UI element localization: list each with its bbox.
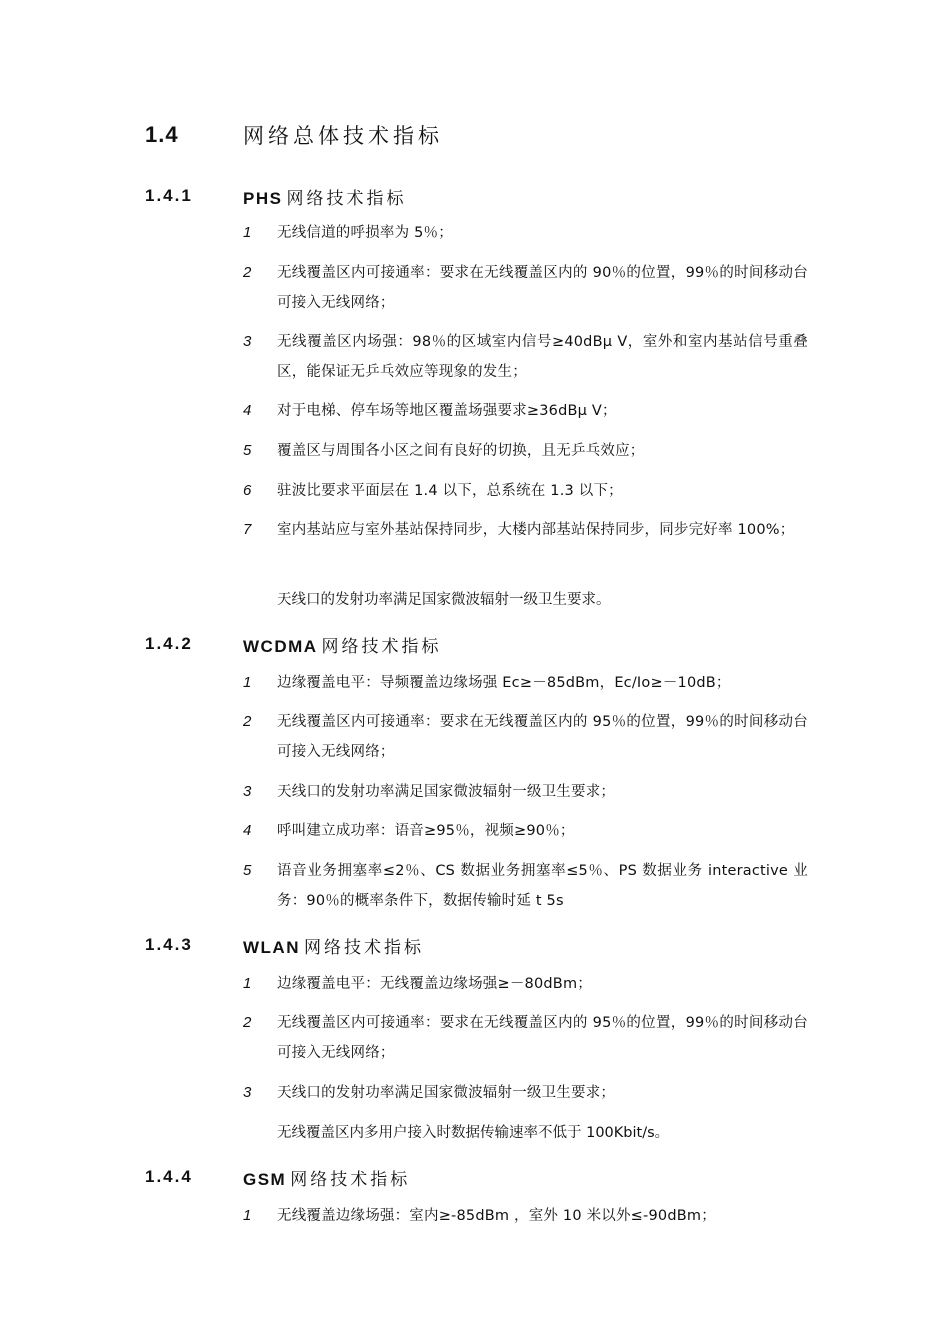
subsection-title-cn: 网络技术指标 [321, 636, 442, 657]
subsection-heading-wlan [145, 932, 424, 958]
list-item-number: 1 [243, 224, 252, 241]
list-item-number: 2 [243, 264, 252, 281]
list-item-number: 2 [243, 713, 252, 730]
list-item [243, 969, 808, 999]
list-item-text: 无线覆盖区内可接通率：要求在无线覆盖区内的 95％的位置，99％的时间移动台可接入无线网络； [277, 1015, 808, 1061]
list-item [243, 668, 808, 698]
list-item [243, 1078, 808, 1108]
list-item-text: 呼叫建立成功率：语音≥95％，视频≥90％； [277, 823, 575, 839]
list-item [243, 777, 808, 807]
list-item-number: 4 [243, 402, 252, 419]
subsection-title [243, 632, 442, 657]
list-item-text: 天线口的发射功率满足国家微波辐射一级卫生要求； [277, 784, 616, 800]
section-heading [145, 118, 443, 152]
subsection-number: 1.4.3 [145, 935, 193, 954]
list-item [243, 515, 808, 545]
subsection-title [243, 1165, 410, 1190]
list-item-number: 3 [243, 1084, 252, 1101]
list-item-number: 3 [243, 333, 252, 350]
list-item-text: 语音业务拥塞率≤2％、CS 数据业务拥塞率≤5％、PS 数据业务 interactive 业务：90％的概率条件下，数据传输时延 t 5s [277, 863, 808, 909]
list-item-number: 3 [243, 783, 252, 800]
section-title: 网络总体技术指标 [243, 124, 443, 148]
list-item-number: 7 [243, 521, 252, 538]
list-item-number: 5 [243, 862, 252, 879]
list-item [243, 476, 808, 506]
subsection-number: 1.4.4 [145, 1167, 193, 1186]
list-item-text: 无线信道的呼损率为 5％； [277, 225, 453, 241]
list-item-number: 5 [243, 442, 252, 459]
list-item [243, 258, 808, 318]
list-item-text: 无线覆盖区内可接通率：要求在无线覆盖区内的 95％的位置，99％的时间移动台可接入无线网络； [277, 714, 808, 760]
subsection-title [243, 184, 406, 209]
subsection-title-latin: GSM [243, 1169, 287, 1189]
list-item-text: 无线覆盖边缘场强：室内≥-85dBm ，室外 10 米以外≤-90dBm； [277, 1208, 716, 1224]
subsection-title-cn: 网络技术指标 [303, 937, 424, 958]
list-item-text: 无线覆盖区内场强：98％的区域室内信号≥40dBμ V，室外和室内基站信号重叠区，能保证无乒乓效应等现象的发生； [277, 334, 808, 380]
list-item-number: 6 [243, 482, 252, 499]
subsection-title-cn: 网络技术指标 [290, 1169, 411, 1190]
list-item-text: 天线口的发射功率满足国家微波辐射一级卫生要求； [277, 1085, 616, 1101]
subsection-heading-phs [145, 183, 406, 209]
list-item-text: 覆盖区与周围各小区之间有良好的切换，且无乒乓效应； [277, 443, 645, 459]
section-number: 1.4 [145, 122, 179, 147]
subsection-title-latin: WLAN [243, 937, 300, 957]
list-item [243, 856, 808, 916]
list-item [243, 1201, 808, 1231]
list-item-number: 1 [243, 975, 252, 992]
list-item-text: 无线覆盖区内可接通率：要求在无线覆盖区内的 90％的位置，99％的时间移动台可接入无线网络； [277, 265, 808, 311]
list-item [243, 816, 808, 846]
list-item [243, 396, 808, 426]
list-item-number: 1 [243, 1207, 252, 1224]
subsection-title-latin: PHS [243, 188, 283, 208]
list-item [243, 218, 808, 248]
subsection-number: 1.4.1 [145, 186, 193, 205]
list-item-text: 驻波比要求平面层在 1.4 以下，总系统在 1.3 以下； [277, 483, 623, 499]
list-item-number: 1 [243, 674, 252, 691]
list-item-text: 边缘覆盖电平：导频覆盖边缘场强 Ec≥－85dBm，Ec/Io≥－10dB； [277, 675, 731, 691]
subsection-title-cn: 网络技术指标 [286, 188, 407, 209]
list-item [243, 707, 808, 767]
list-item-text: 边缘覆盖电平：无线覆盖边缘场强≥－80dBm； [277, 976, 592, 992]
list-item [243, 436, 808, 466]
subsection-title [243, 933, 424, 958]
subsection-heading-wcdma [145, 631, 442, 657]
paragraph-note: 无线覆盖区内多用户接入时数据传输速率不低于 100Kbit/s。 [277, 1125, 670, 1141]
list-item-text: 对于电梯、停车场等地区覆盖场强要求≥36dBμ V； [277, 403, 617, 419]
list-item [243, 1008, 808, 1068]
list-item-number: 4 [243, 822, 252, 839]
list-item [243, 327, 808, 387]
subsection-title-latin: WCDMA [243, 636, 318, 656]
subsection-number: 1.4.2 [145, 634, 193, 653]
paragraph-note: 天线口的发射功率满足国家微波辐射一级卫生要求。 [277, 592, 611, 608]
list-item-text: 室内基站应与室外基站保持同步，大楼内部基站保持同步，同步完好率 100%； [277, 522, 795, 538]
subsection-heading-gsm [145, 1164, 410, 1190]
list-item-number: 2 [243, 1014, 252, 1031]
